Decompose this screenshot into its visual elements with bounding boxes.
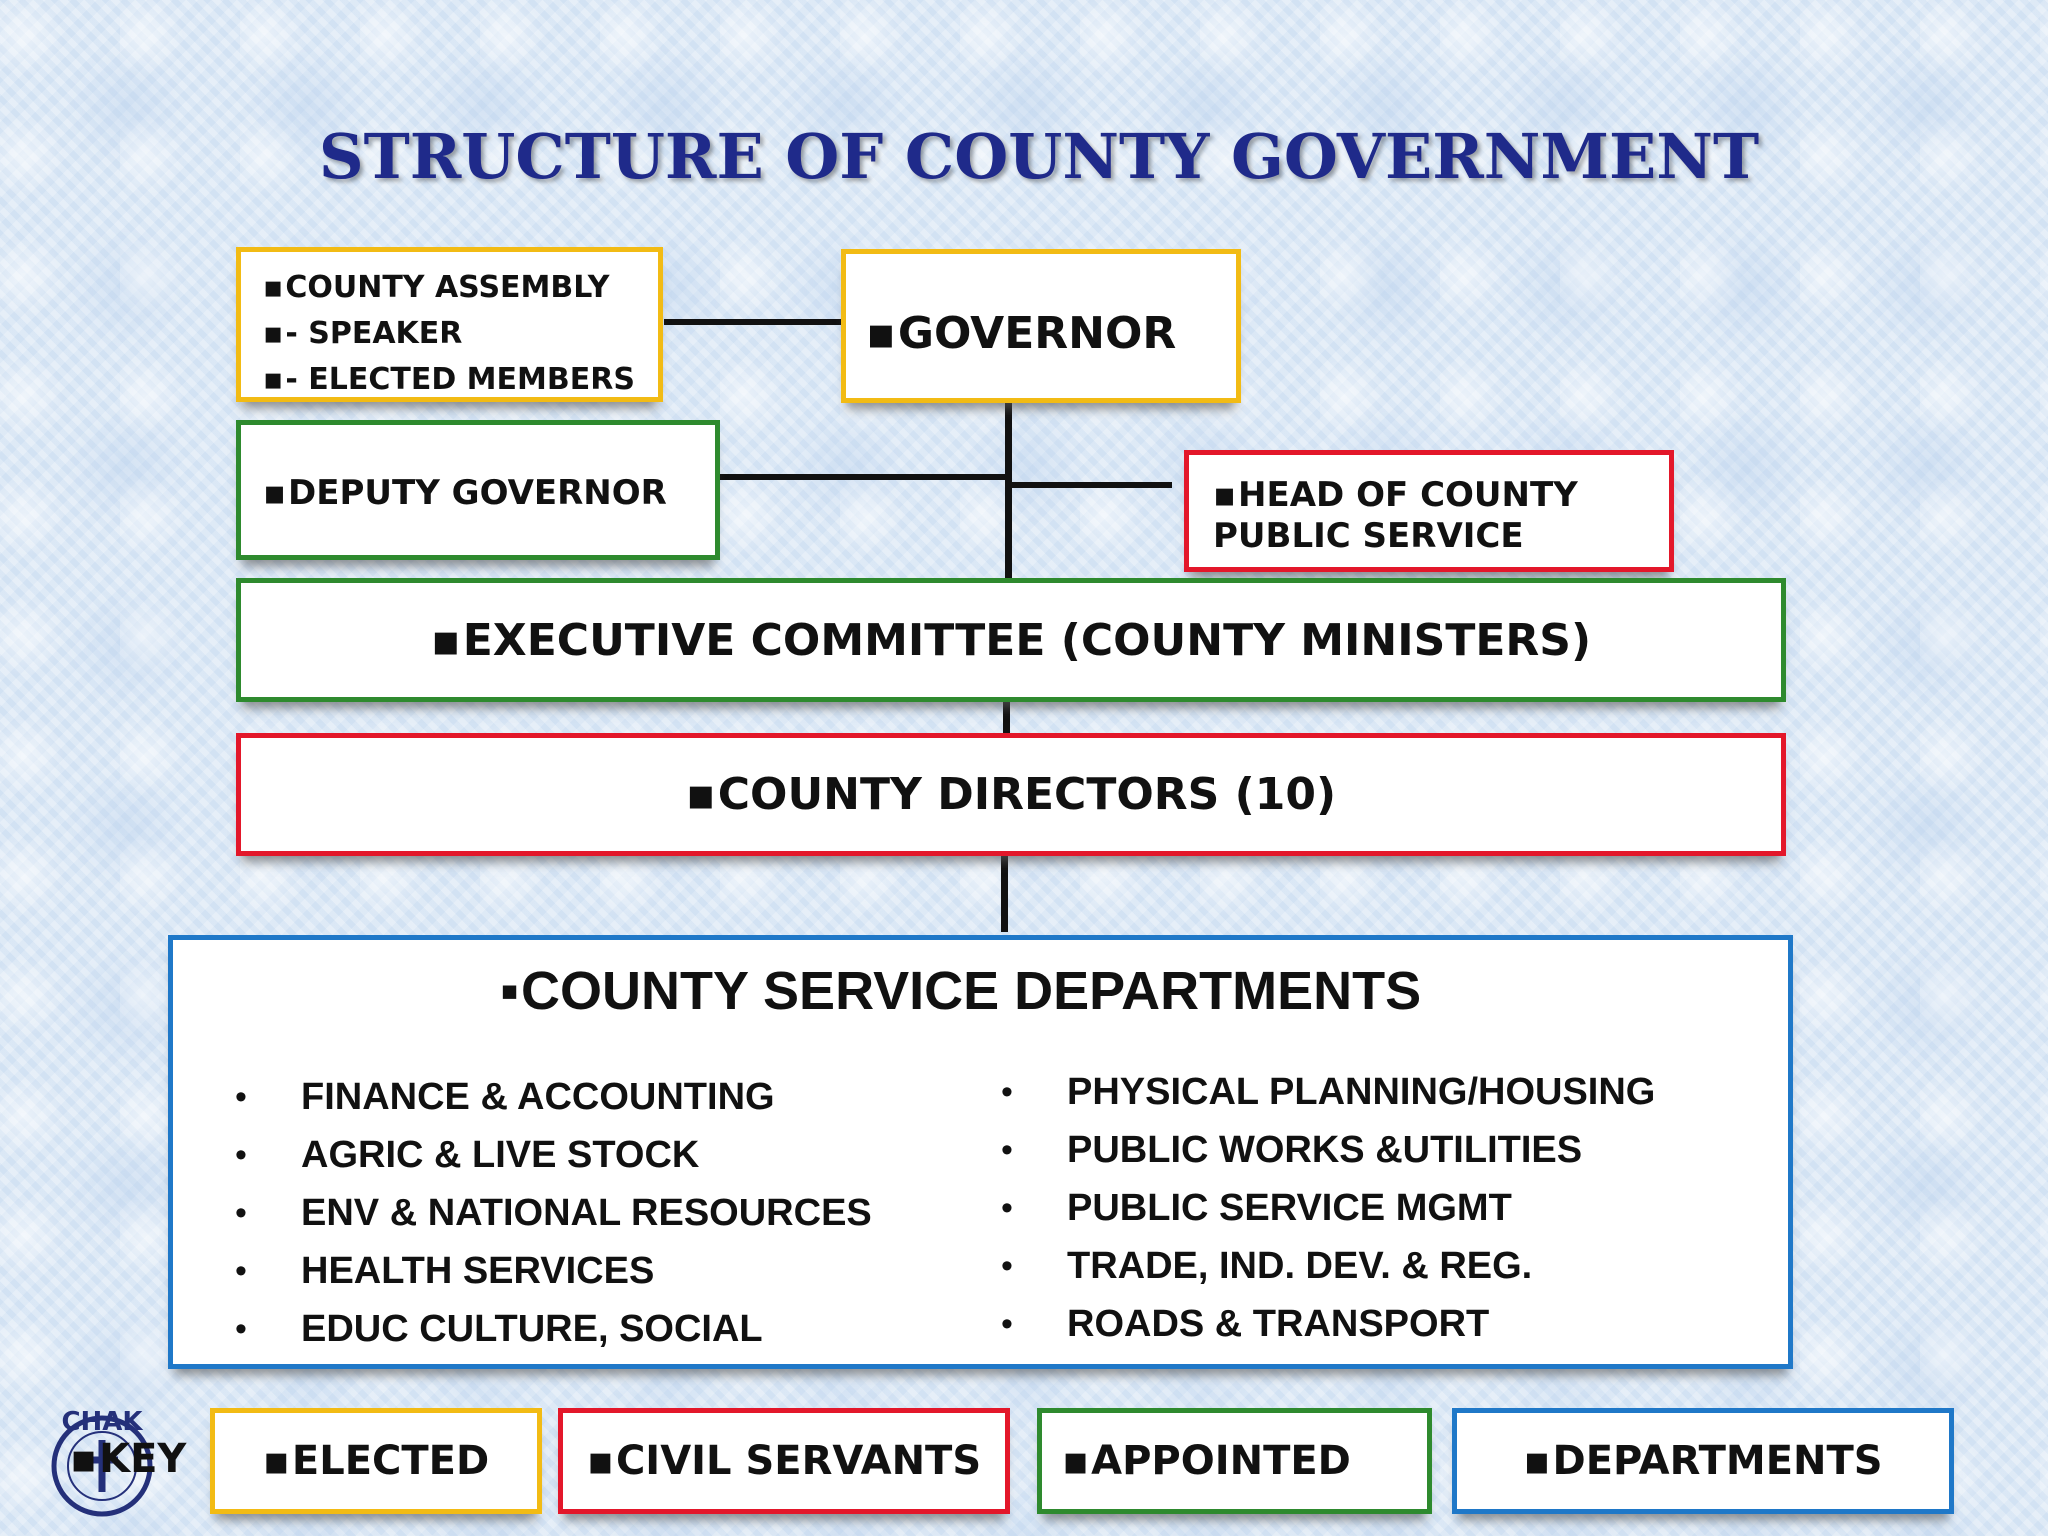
list-item: • HEALTH SERVICES xyxy=(235,1242,872,1300)
head-public-service-box xyxy=(1184,450,1674,572)
list-item: • PUBLIC SERVICE MGMT xyxy=(1001,1179,1655,1237)
legend-appointed xyxy=(1037,1408,1432,1514)
list-item: • PUBLIC WORKS &UTILITIES xyxy=(1001,1121,1655,1179)
head-public-service-line1: ▪ HEAD OF COUNTY xyxy=(1213,475,1669,516)
connector-head-public-service xyxy=(1008,482,1172,488)
county-assembly-label: ▪ COUNTY ASSEMBLY xyxy=(263,265,658,311)
executive-committee-label: ▪ EXECUTIVE COMMITTEE (COUNTY MINISTERS) xyxy=(431,615,1591,666)
legend-elected-label: ▪ ELECTED xyxy=(263,1438,489,1484)
connector-executive-directors xyxy=(1003,700,1010,736)
governor-box xyxy=(841,249,1241,403)
departments-title: ▪ COUNTY SERVICE DEPARTMENTS xyxy=(173,960,1788,1022)
legend-departments-label: ▪ DEPARTMENTS xyxy=(1523,1438,1882,1484)
legend-departments xyxy=(1452,1408,1954,1514)
connector-governor-down xyxy=(1005,399,1012,579)
legend-elected xyxy=(210,1408,542,1514)
list-item: • ROADS & TRANSPORT xyxy=(1001,1295,1655,1353)
county-assembly-box xyxy=(236,247,663,402)
legend-civil-servants xyxy=(558,1408,1010,1514)
page-title: STRUCTURE OF COUNTY GOVERNMENT xyxy=(318,120,1760,193)
legend-civil-servants-label: ▪ CIVIL SERVANTS xyxy=(587,1438,981,1484)
elected-members-label: ▪ - ELECTED MEMBERS xyxy=(263,357,658,403)
list-item: • AGRIC & LIVE STOCK xyxy=(235,1126,872,1184)
county-directors-label: ▪ COUNTY DIRECTORS (10) xyxy=(686,769,1336,820)
connector-assembly-governor xyxy=(664,319,842,325)
legend-key-label: ▪ KEY xyxy=(70,1436,186,1482)
list-item: • PHYSICAL PLANNING/HOUSING xyxy=(1001,1063,1655,1121)
deputy-governor-label: ▪ DEPUTY GOVERNOR xyxy=(263,473,667,513)
county-directors-box xyxy=(236,733,1786,856)
departments-list-right xyxy=(1001,1063,1655,1353)
legend-appointed-label: ▪ APPOINTED xyxy=(1062,1438,1351,1484)
list-item: • ENV & NATIONAL RESOURCES xyxy=(235,1184,872,1242)
list-item: • FINANCE & ACCOUNTING xyxy=(235,1068,872,1126)
speaker-label: ▪ - SPEAKER xyxy=(263,311,658,357)
svg-text:CHAK: CHAK xyxy=(61,1407,143,1437)
head-public-service-line2: PUBLIC SERVICE xyxy=(1213,516,1524,556)
departments-list-left xyxy=(235,1068,872,1358)
connector-directors-departments xyxy=(1001,854,1008,932)
list-item: • TRADE, IND. DEV. & REG. xyxy=(1001,1237,1655,1295)
deputy-governor-box xyxy=(236,420,720,560)
county-service-departments-box xyxy=(168,935,1793,1369)
executive-committee-box xyxy=(236,578,1786,702)
connector-deputy xyxy=(718,474,1008,480)
governor-label: ▪ GOVERNOR xyxy=(866,308,1176,359)
list-item: • EDUC CULTURE, SOCIAL xyxy=(235,1300,872,1358)
